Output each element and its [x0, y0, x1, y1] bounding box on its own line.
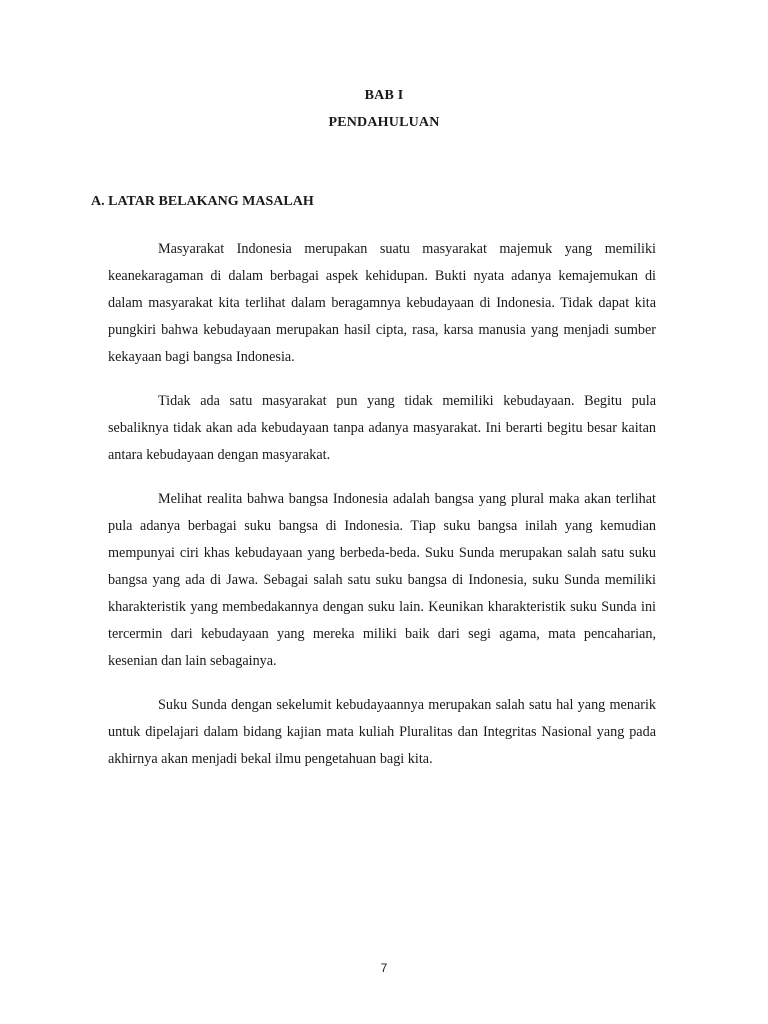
paragraph-1: Masyarakat Indonesia merupakan suatu masyarakat majemuk yang memiliki keanekaragaman di dalam berbagai aspek kehidupan. Bukti nyata adanya kemajemukan di dalam masyarakat kita terlihat dalam beragamnya kebudayaan di Indonesia. Tidak dapat kita pungkiri bahwa kebudayaan merupakan hasil cipta, rasa, karsa manusia yang menjadi sumber kekayaan bagi bangsa Indonesia.	[108, 241, 656, 365]
paragraph-4: Suku Sunda dengan sekelumit kebudayaannya merupakan salah satu hal yang menarik untuk dipelajari dalam bidang kajian mata kuliah Pluralitas dan Integritas Nasional yang pada akhirnya akan menjadi bekal ilmu pengetahuan bagi kita.	[108, 697, 656, 767]
paragraph-3: Melihat realita bahwa bangsa Indonesia adalah bangsa yang plural maka akan terlihat pula adanya berbagai suku bangsa di Indonesia. Tiap suku bangsa inilah yang kemudian mempunyai ciri khas kebudayaan yang berbeda-beda. Suku Sunda merupakan salah satu suku bangsa yang ada di Jawa. Sebagai salah satu suku bangsa di Indonesia, suku Sunda memiliki kharakteristik yang membedakannya dengan suku lain. Keunikan kharakteristik suku Sunda ini tercermin dari kebudayaan yang mereka miliki baik dari segi agama, mata pencaharian, kesenian dan lain sebagainya.	[108, 491, 656, 669]
section-heading: A. LATAR BELAKANG MASALAH	[91, 194, 314, 209]
chapter-title: PENDAHULUAN	[328, 115, 440, 130]
body-text	[108, 236, 656, 773]
page-number: 7	[380, 961, 388, 975]
paragraph-2: Tidak ada satu masyarakat pun yang tidak memiliki kebudayaan. Begitu pula sebaliknya tidak akan ada kebudayaan tanpa adanya masyarakat. Ini berarti begitu besar kaitan antara kebudayaan dengan masyarakat.	[108, 393, 656, 463]
chapter-number: BAB I	[364, 88, 404, 103]
